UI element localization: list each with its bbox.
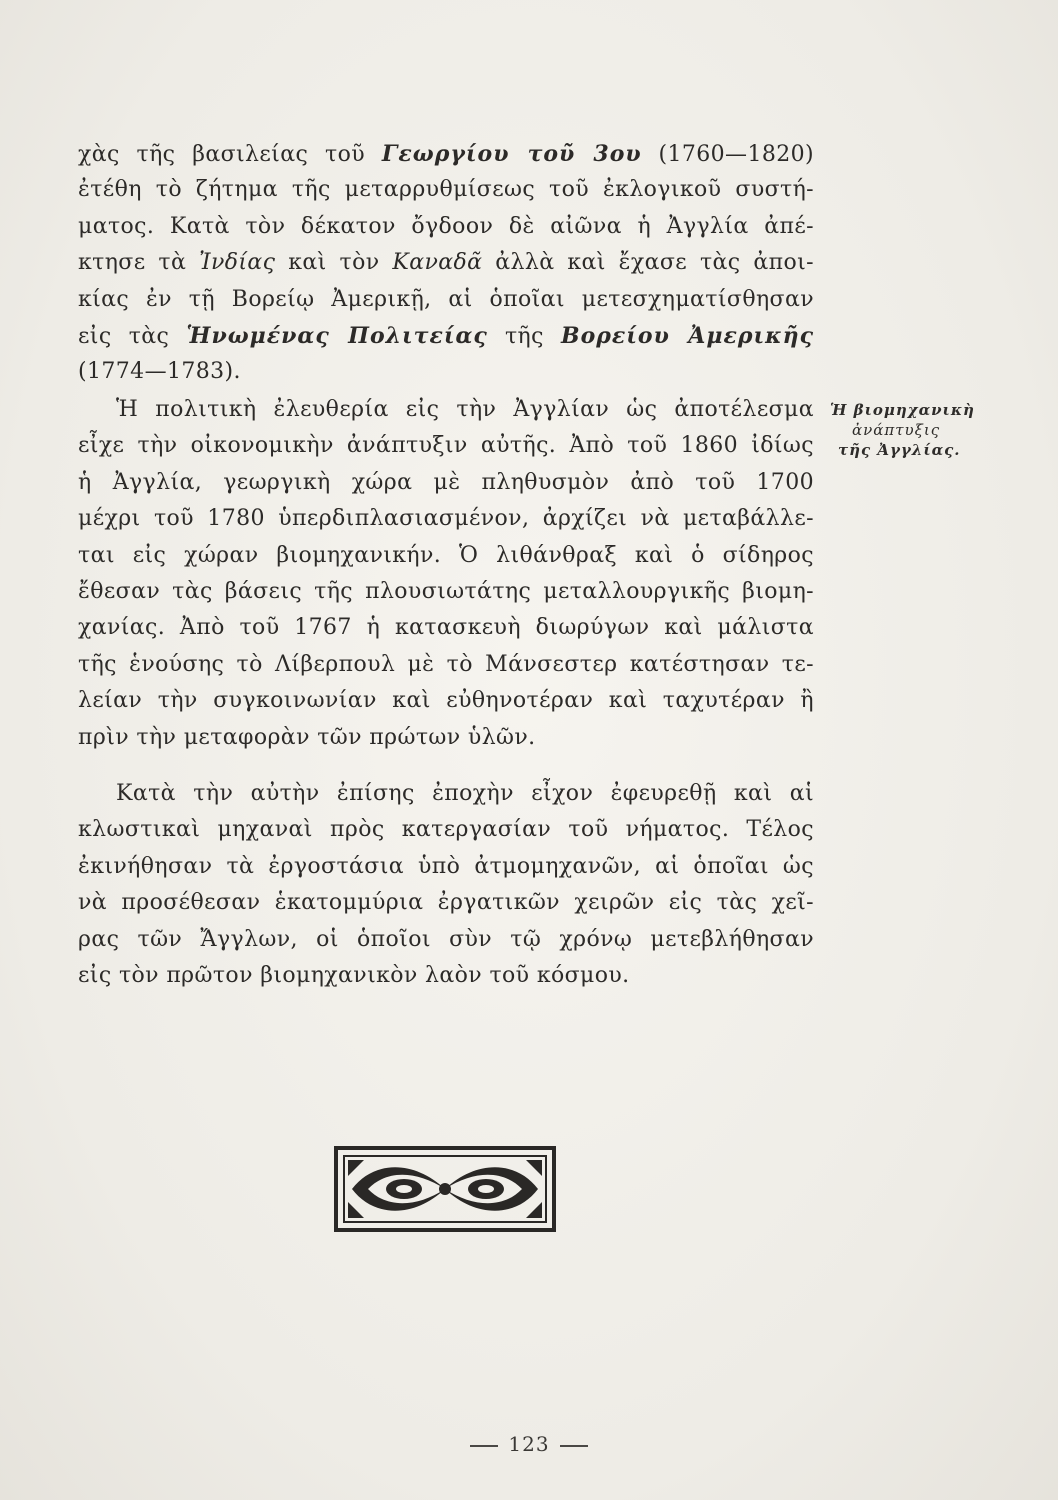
text-run: εἰς τὰς bbox=[78, 323, 187, 349]
text-run: μέχρι τοῦ 1780 ὑπερδιπλασιασμένον, ἀρχίζει νὰ μεταβάλλε- bbox=[78, 506, 814, 532]
text-line bbox=[78, 574, 814, 610]
text-line bbox=[78, 136, 814, 172]
text-line bbox=[78, 776, 814, 812]
emphasis-bold-italic: Γεωργίου τοῦ 3ου bbox=[381, 141, 642, 167]
text-run: κλωστικαὶ μηχαναὶ πρὸς κατεργασίαν τοῦ νήματος. Τέλος bbox=[78, 817, 814, 843]
dash-right bbox=[560, 1445, 588, 1447]
text-run: εἰς τὸν πρῶτον βιομηχανικὸν λαὸν τοῦ κόσμου. bbox=[78, 962, 630, 988]
text-run: ἐκινήθησαν τὰ ἐργοστάσια ὑπὸ ἀτμομηχανῶν, αἱ ὁποῖαι ὡς bbox=[78, 853, 814, 879]
text-line bbox=[78, 610, 814, 646]
decorative-ornament-icon bbox=[334, 1146, 556, 1232]
paragraph-2 bbox=[78, 392, 814, 756]
text-line bbox=[78, 172, 814, 208]
text-line bbox=[78, 465, 814, 501]
text-line bbox=[78, 354, 814, 390]
emphasis-bold-italic: Βορείου Ἀμερικῆς bbox=[561, 322, 814, 349]
text-run: Κατὰ τὴν αὐτὴν ἐπίσης ἐποχὴν εἶχον ἐφευρεθῇ καὶ αἱ bbox=[116, 781, 814, 806]
text-line bbox=[78, 885, 814, 921]
text-run: χὰς τῆς βασιλείας τοῦ bbox=[78, 142, 382, 167]
page-number-value: 123 bbox=[508, 1432, 550, 1456]
text-run: πρὶν τὴν μεταφορὰν τῶν πρώτων ὑλῶν. bbox=[78, 724, 536, 750]
text-run: ἀλλὰ καὶ ἔχασε τὰς ἀποι- bbox=[482, 250, 814, 276]
text-line bbox=[78, 720, 814, 756]
text-run: χανίας. Ἀπὸ τοῦ 1767 ἡ κατασκευὴ διωρύγων καὶ μάλιστα bbox=[78, 615, 814, 641]
text-run: ἔθεσαν τὰς βάσεις τῆς πλουσιωτάτης μεταλλουργικῆς βιομη- bbox=[78, 578, 814, 604]
text-run: ρας τῶν Ἄγγλων, οἱ ὁποῖοι σὺν τῷ χρόνῳ μετεβλήθησαν bbox=[78, 926, 814, 952]
text-line bbox=[78, 392, 814, 428]
text-run: νὰ προσέθεσαν ἑκατομμύρια ἐργατικῶν χειρῶν εἰς τὰς χεῖ- bbox=[78, 890, 814, 916]
emphasis-italic: Καναδᾶ bbox=[392, 250, 483, 276]
text-run: εἶχε τὴν οἰκονομικὴν ἀνάπτυξιν αὐτῆς. Ἀπὸ τοῦ 1860 ἰδίως bbox=[78, 433, 814, 459]
margin-note-line-2: ἀνάπτυξις bbox=[852, 421, 941, 439]
text-run: (1774—1783). bbox=[78, 359, 241, 385]
margin-note bbox=[830, 400, 1020, 460]
text-line bbox=[78, 501, 814, 537]
text-line bbox=[78, 282, 814, 318]
text-line bbox=[78, 958, 814, 994]
text-run: ἡ Ἀγγλία, γεωργικὴ χώρα μὲ πληθυσμὸν ἀπὸ τοῦ 1700 bbox=[78, 469, 814, 495]
text-line bbox=[78, 683, 814, 719]
paragraph-3 bbox=[78, 776, 814, 994]
text-line bbox=[78, 647, 814, 683]
text-line bbox=[78, 812, 814, 848]
page-number bbox=[0, 1432, 1058, 1456]
text-run: (1760—1820) bbox=[641, 142, 815, 167]
text-run: τῆς ἑνούσης τὸ Λίβερπουλ μὲ τὸ Μάνσεστερ κατέστησαν τε- bbox=[78, 651, 814, 677]
text-run: κίας ἐν τῇ Βορείῳ Ἀμερικῇ, αἱ ὁποῖαι μετεσχηματίσθησαν bbox=[78, 286, 814, 312]
text-run: Ἡ πολιτικὴ ἐλευθερία εἰς τὴν Ἀγγλίαν ὡς ἀποτέλεσμα bbox=[116, 397, 814, 422]
dash-left bbox=[470, 1445, 498, 1447]
text-line bbox=[78, 538, 814, 574]
text-run: καὶ τὸν bbox=[275, 250, 393, 276]
text-line bbox=[78, 428, 814, 464]
text-run: κτησε τὰ bbox=[78, 250, 200, 276]
margin-note-line-3: τῆς Ἀγγλίας. bbox=[838, 441, 961, 459]
text-line bbox=[78, 245, 814, 281]
text-line bbox=[78, 922, 814, 958]
margin-note-line-1: Ἡ βιομηχανικὴ bbox=[830, 401, 975, 419]
text-run: ἐτέθη τὸ ζήτημα τῆς μεταρρυθμίσεως τοῦ ἐκλογικοῦ συστή- bbox=[78, 177, 814, 203]
paragraph-1 bbox=[78, 136, 814, 391]
text-run: τῆς bbox=[487, 323, 562, 349]
text-run: λείαν τὴν συγκοινωνίαν καὶ εὐθηνοτέραν καὶ ταχυτέραν ἢ bbox=[78, 688, 814, 714]
text-run: ματος. Κατὰ τὸν δέκατον ὄγδοον δὲ αἰῶνα ἡ Ἀγγλία ἀπέ- bbox=[78, 213, 814, 239]
text-run: ται εἰς χώραν βιομηχανικήν. Ὁ λιθάνθραξ καὶ ὁ σίδηρος bbox=[78, 542, 814, 568]
text-line bbox=[78, 849, 814, 885]
text-line bbox=[78, 209, 814, 245]
emphasis-bold-italic: Ἡνωμένας Πολιτείας bbox=[186, 322, 488, 349]
text-line bbox=[78, 318, 814, 354]
emphasis-italic: Ἰνδίας bbox=[199, 250, 276, 276]
